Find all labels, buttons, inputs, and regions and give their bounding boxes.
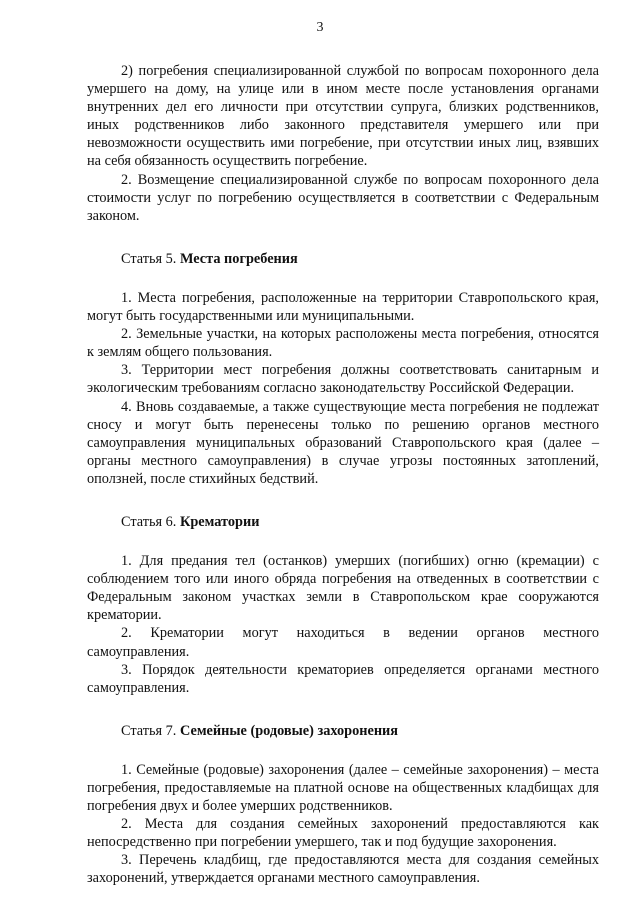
paragraph: 2. Крематории могут находиться в ведении органов местного самоуправления. bbox=[87, 625, 599, 660]
page-number: 3 bbox=[316, 20, 324, 35]
paragraph: 4. Вновь создаваемые, а также существующие места погребения не подлежат сносу и могут быть перенесены только по решению органов местного самоуправления муниципальных образований Ставропольского края (далее – органы местного самоуправления) в случае угрозы постоянных затоплений, оползней, после стихийных бедствий. bbox=[87, 398, 599, 487]
article-heading bbox=[87, 250, 599, 268]
article-number: Статья 5. bbox=[121, 250, 177, 267]
article-heading bbox=[87, 513, 599, 531]
article-title: Крематории bbox=[179, 513, 260, 530]
document-body bbox=[87, 62, 599, 888]
paragraph: 1. Места погребения, расположенные на территории Ставропольского края, могут быть государственными или муниципальными. bbox=[87, 289, 599, 325]
paragraph: 2. Возмещение специализированной службе по вопросам похоронного дела стоимости услуг по погребению осуществляется в соответствии с Федеральным законом. bbox=[87, 171, 599, 224]
article-heading bbox=[87, 722, 599, 740]
paragraph: 2. Земельные участки, на которых расположены места погребения, относятся к землям общего пользования. bbox=[87, 326, 599, 361]
paragraph: 1. Для предания тел (останков) умерших (погибших) огню (кремации) с соблюдением того или иного обряда погребения на отведенных в соответствии с Федеральным законом участках земли в Ставропольском крае сооружаются крематории. bbox=[87, 553, 599, 624]
paragraph: 3. Территории мест погребения должны соответствовать санитарным и экологическим требованиям согласно законодательству Российской Федерации. bbox=[87, 362, 599, 397]
article-title: Места погребения bbox=[179, 250, 298, 267]
article-number: Статья 7. bbox=[121, 722, 177, 739]
paragraph: 3. Порядок деятельности крематориев определяется органами местного самоуправления. bbox=[87, 661, 599, 696]
paragraph: 2) погребения специализированной службой по вопросам похоронного дела умершего на дому, на улице или в ином месте после установления органами внутренних дел его личности при отсутствии супруга, близких родственников, иных родственников либо законного представителя умершего или при невозможности осуществить ими погребение, при отсутствии иных лиц, взявших на себя обязанность осуществить погребение. bbox=[87, 63, 599, 170]
paragraph: 3. Перечень кладбищ, где предоставляются места для создания семейных захоронений, утверждается органами местного самоуправления. bbox=[87, 852, 599, 887]
paragraph: 1. Семейные (родовые) захоронения (далее – семейные захоронения) – места погребения, предоставляемые на платной основе на общественных кладбищах для погребения двух и более умерших родственников. bbox=[87, 761, 599, 815]
article-title: Семейные (родовые) захоронения bbox=[179, 722, 399, 739]
paragraph: 2. Места для создания семейных захоронений предоставляются как непосредственно при погребении умершего, так и под будущие захоронения. bbox=[87, 816, 599, 851]
article-number: Статья 6. bbox=[121, 513, 177, 530]
